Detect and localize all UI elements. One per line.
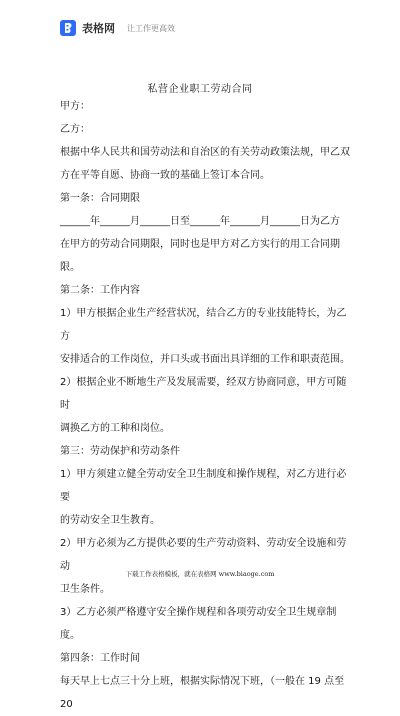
section-heading: 第二条：工作内容 [60,285,140,296]
document-body [60,95,350,716]
section-heading: 第三：劳动保护和劳动条件 [60,446,180,457]
text-line: 2）根据企业不断地生产及发展需要，经双方协商同意，甲方可随时 [60,377,347,411]
text-line: 调换乙方的工种和岗位。 [60,423,170,434]
text-line: 1）甲方根据企业生产经营状况，结合乙方的专业技能特长，为乙方 [60,308,347,342]
text-line: 乙方： [60,124,90,135]
text-line: 每天早上七点三十分上班，根据实际情况下班，（一般在 19 点至 20 [60,676,345,710]
page-footer: 下载工作表格模板，就在表格网 www.biaoge.com [125,570,275,578]
text-line: 卫生条件。 [60,584,110,595]
text-line: 的劳动安全卫生教育。 [60,515,160,526]
text-line: ______年______月______日至______年______月______日为乙方 [60,216,340,227]
text-line: 限。 [60,262,80,273]
text-line: 安排适合的工作岗位，并口头或书面出具详细的工作和职责范围。 [60,354,350,365]
text-line: 在甲方的劳动合同期限，同时也是甲方对乙方实行的用工合同期 [60,239,340,250]
logo-tagline: 让工作更高效 [127,23,175,33]
text-line: 根据中华人民共和国劳动法和自治区的有关劳动政策法规，甲乙双 [60,147,350,158]
section-heading: 第四条：工作时间 [60,653,140,664]
text-line: 1）甲方须建立健全劳动安全卫生制度和操作规程，对乙方进行必要 [60,469,347,503]
document-title: 私营企业职工劳动合同 [147,84,253,95]
site-header [60,20,175,36]
section-heading: 第一条：合同期限 [60,193,140,204]
text-line: 方在平等自愿、协商一致的基础上签订本合同。 [60,170,270,181]
text-line: 3）乙方必须严格遵守安全操作规程和各项劳动安全卫生规章制度。 [60,607,337,641]
text-line: 2）甲方必须为乙方提供必要的生产劳动资料、劳动安全设施和劳动 [60,538,347,572]
text-line: 甲方： [60,101,90,112]
logo-name: 表格网 [82,22,115,35]
logo-icon [60,20,76,36]
